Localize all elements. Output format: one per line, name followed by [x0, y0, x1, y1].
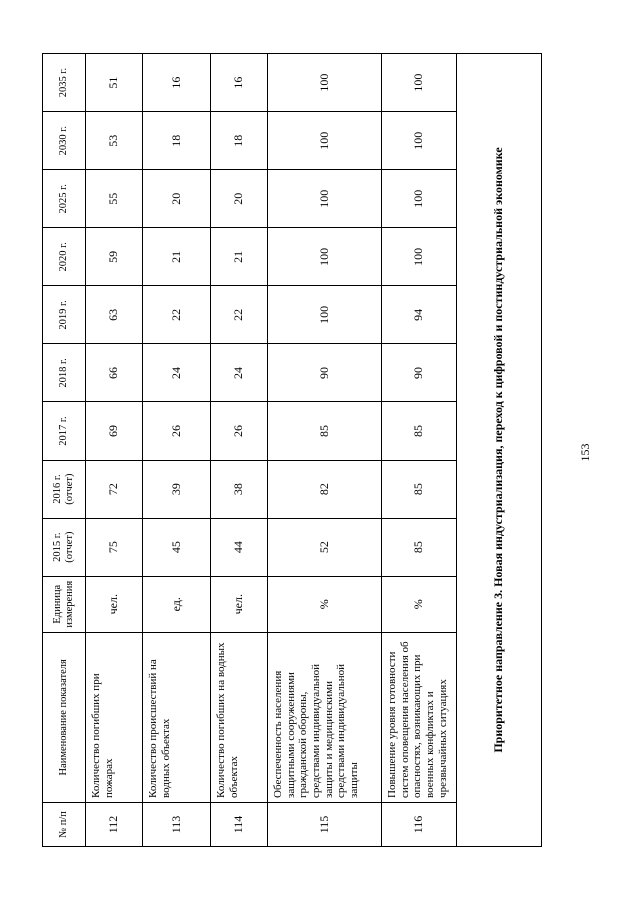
value-cell: 16: [143, 54, 211, 112]
value-cell: 21: [143, 228, 211, 286]
value-cell: 20: [143, 170, 211, 228]
value-cell: 85: [382, 402, 457, 460]
value-cell: 21: [211, 228, 268, 286]
row-number: 113: [143, 802, 211, 846]
value-cell: 100: [268, 286, 382, 344]
value-cell: 55: [86, 170, 143, 228]
value-cell: 100: [382, 54, 457, 112]
value-cell: 69: [86, 402, 143, 460]
col-header: 2035 г.: [43, 54, 86, 112]
value-cell: 39: [143, 460, 211, 518]
value-cell: 75: [86, 518, 143, 576]
value-cell: 24: [211, 344, 268, 402]
value-cell: 26: [211, 402, 268, 460]
indicator-name: Повышение уровня готовности систем оповещения населения об опасностях, возникающих при военных конфликтах и чрезвычайных ситуациях: [382, 632, 457, 802]
indicator-name: Количество погибших на водных объектах: [211, 632, 268, 802]
page-number: 153: [578, 443, 592, 462]
value-cell: 100: [382, 170, 457, 228]
value-cell: 18: [211, 112, 268, 170]
col-header: № п/п: [43, 802, 86, 846]
col-header: 2018 г.: [43, 344, 86, 402]
value-cell: 20: [211, 170, 268, 228]
row-number: 116: [382, 802, 457, 846]
value-cell: 38: [211, 460, 268, 518]
value-cell: 66: [86, 344, 143, 402]
indicator-name: Количество погибших при пожарах: [86, 632, 143, 802]
value-cell: 16: [211, 54, 268, 112]
value-cell: 85: [382, 518, 457, 576]
col-header: 2019 г.: [43, 286, 86, 344]
value-cell: 72: [86, 460, 143, 518]
value-cell: 24: [143, 344, 211, 402]
value-cell: 100: [268, 228, 382, 286]
value-cell: 90: [268, 344, 382, 402]
value-cell: 85: [382, 460, 457, 518]
value-cell: 51: [86, 54, 143, 112]
value-cell: 63: [86, 286, 143, 344]
value-cell: 22: [211, 286, 268, 344]
indicator-name: Обеспеченность населения защитными сооружениями гражданской обороны, средствами индивидуальной защиты и медицинскими средствами индивидуальной защиты: [268, 632, 382, 802]
value-cell: 18: [143, 112, 211, 170]
value-cell: 26: [143, 402, 211, 460]
unit: %: [382, 576, 457, 632]
section-row: [457, 54, 542, 847]
value-cell: 100: [382, 228, 457, 286]
unit: ед.: [143, 576, 211, 632]
table-row: [86, 54, 143, 847]
value-cell: 100: [268, 54, 382, 112]
value-cell: 90: [382, 344, 457, 402]
value-cell: 82: [268, 460, 382, 518]
value-cell: 22: [143, 286, 211, 344]
value-cell: 45: [143, 518, 211, 576]
value-cell: 94: [382, 286, 457, 344]
col-header: Единица измерения: [43, 576, 86, 632]
value-cell: 100: [268, 112, 382, 170]
value-cell: 44: [211, 518, 268, 576]
value-cell: 100: [382, 112, 457, 170]
table-row: [268, 54, 382, 847]
value-cell: 59: [86, 228, 143, 286]
unit: %: [268, 576, 382, 632]
header-row: [43, 54, 86, 847]
col-header: 2017 г.: [43, 402, 86, 460]
section-title: Приоритетное направление 3. Новая индустриализация, переход к цифровой и постиндустриальной экономике: [457, 54, 542, 847]
table-row: [211, 54, 268, 847]
col-header: 2015 г. (отчет): [43, 518, 86, 576]
col-header: Наименование показателя: [43, 632, 86, 802]
value-cell: 53: [86, 112, 143, 170]
value-cell: 100: [268, 170, 382, 228]
table-row: [143, 54, 211, 847]
col-header: 2025 г.: [43, 170, 86, 228]
row-number: 114: [211, 802, 268, 846]
indicator-name: Количество происшествий на водных объектах: [143, 632, 211, 802]
table-row: [382, 54, 457, 847]
col-header: 2020 г.: [43, 228, 86, 286]
unit: чел.: [211, 576, 268, 632]
unit: чел.: [86, 576, 143, 632]
row-number: 112: [86, 802, 143, 846]
value-cell: 85: [268, 402, 382, 460]
row-number: 115: [268, 802, 382, 846]
indicators-table: [42, 53, 542, 847]
value-cell: 52: [268, 518, 382, 576]
col-header: 2016 г. (отчет): [43, 460, 86, 518]
col-header: 2030 г.: [43, 112, 86, 170]
